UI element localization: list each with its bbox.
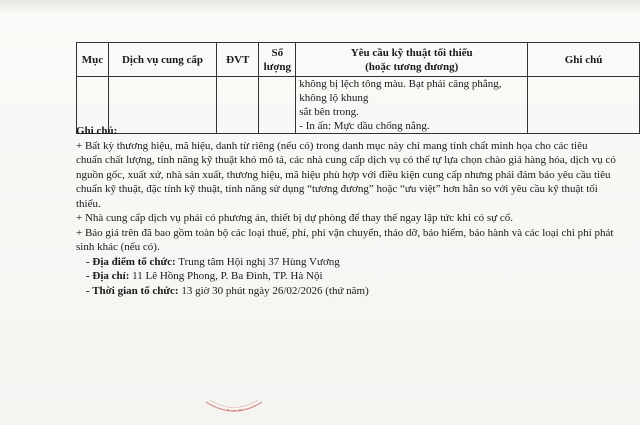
header-dich-vu: Dịch vụ cung cấp [108, 43, 216, 77]
page-top-shadow [0, 0, 640, 14]
table-header-row [77, 43, 640, 77]
note-paragraph-1: + Bất kỳ thương hiệu, mã hiệu, danh từ riêng (nếu có) trong danh mục này chỉ mang tính chất minh họa cho các tiêu chuẩn chất lượng, tính năng kỹ thuật khó mô tả, các nhà cung cấp dịch vụ có thể tự lựa chọn chào giá hàng hóa, dịch vụ có nguồn gốc, xuất xứ, nhà sản xuất, thương hiệu, mã hiệu phù hợp với điều kiện cung cấp nhưng phải đảm bảo yêu cầu tiêu chuẩn kỹ thuật, đặc tính kỹ thuật, tính năng sử dụng “tương đương” hoặc “ưu việt” hơn hẳn so với yêu cầu kỹ thuật tối thiểu. [76, 139, 616, 210]
address-value: 11 Lê Hồng Phong, P. Ba Đình, TP. Hà Nội [132, 270, 323, 282]
header-yeu-cau-line2: (hoặc tương đương) [365, 60, 459, 73]
location-line [76, 255, 616, 270]
spec-table [76, 42, 640, 134]
req-line-3: - In ấn: Mực dầu chống nắng. [299, 120, 430, 132]
req-line-1: không bị lệch tông màu. Bạt phải căng phẳng, không lộ khung [299, 78, 502, 104]
red-stamp-fragment [204, 398, 264, 418]
time-line [76, 284, 616, 299]
header-so-luong-line1: Số [271, 46, 284, 59]
location-label: - Địa điểm tổ chức: [86, 255, 176, 268]
address-label: - Địa chỉ: [86, 270, 130, 282]
note-paragraph-2: + Nhà cung cấp dịch vụ phải có phương án, thiết bị dự phòng để thay thế ngay lập tức khi có sự cố. [76, 212, 513, 224]
time-label: - Thời gian tổ chức: [86, 284, 179, 297]
header-yeu-cau-line1: Yêu cầu kỹ thuật tối thiểu [350, 46, 473, 59]
header-dvt: ĐVT [217, 43, 259, 77]
header-muc: Mục [77, 43, 109, 77]
header-so-luong [259, 43, 296, 77]
notes-title: Ghi chú: [76, 125, 118, 137]
address-line [76, 269, 616, 284]
note-paragraph-3: + Báo giá trên đã bao gồm toàn bộ các loại thuế, phí, phí vận chuyển, tháo dỡ, bảo hiểm, bảo hành và các loại chi phí phát sinh khác (nếu có). [76, 226, 614, 253]
req-line-2: sắt bên trong. [299, 106, 359, 118]
header-yeu-cau [296, 43, 528, 77]
location-value: Trung tâm Hội nghị 37 Hùng Vương [178, 255, 340, 268]
header-ghi-chu: Ghi chú [528, 43, 640, 77]
notes-section [76, 124, 616, 298]
time-value: 13 giờ 30 phút ngày 26/02/2026 (thứ năm) [181, 284, 369, 297]
header-so-luong-line2: lượng [263, 60, 292, 73]
